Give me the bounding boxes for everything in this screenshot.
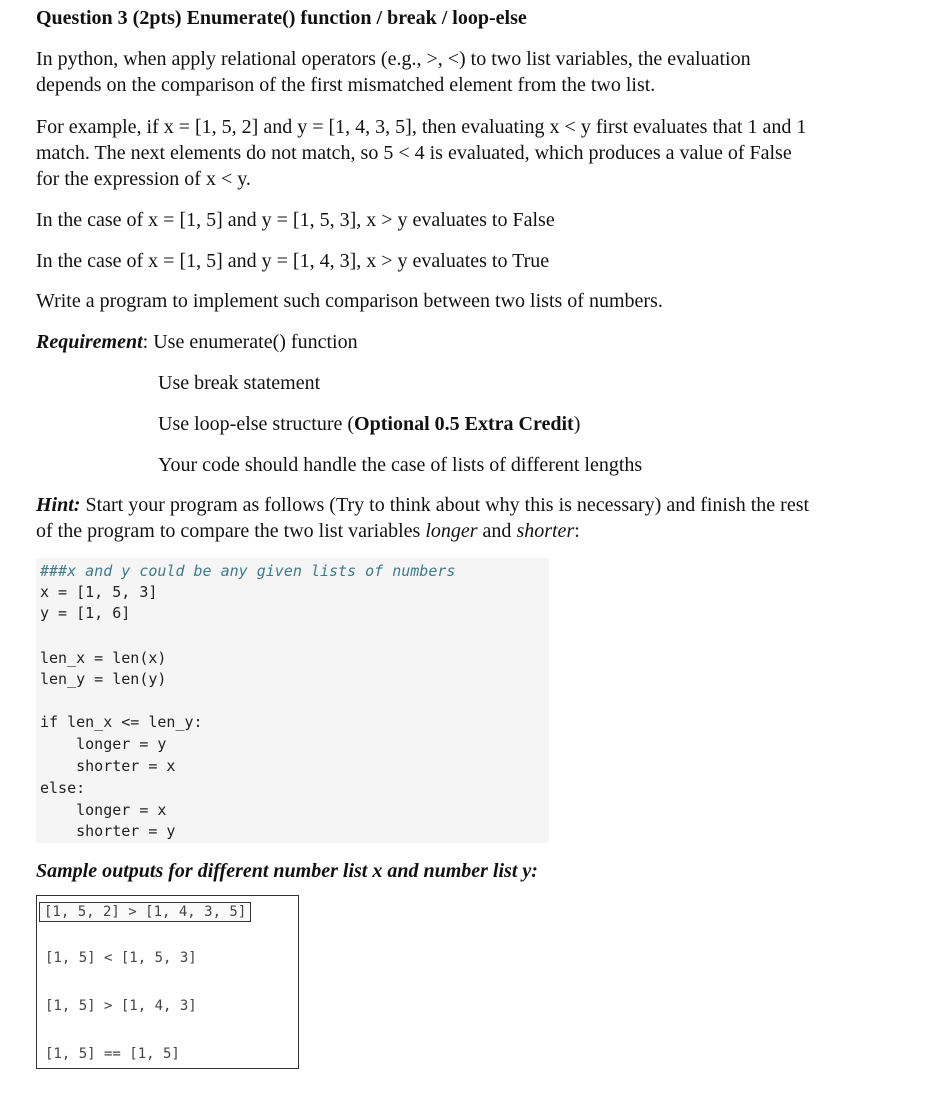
example-line-2: match. The next elements do not match, so 5 < 4 is evaluated, which produces a value of False — [36, 142, 792, 164]
hint-line-2 — [36, 518, 580, 544]
hint-line-1 — [36, 492, 809, 518]
code-comment: ###x and y could be any given lists of numbers — [40, 562, 456, 580]
hint-longer: longer — [425, 520, 478, 542]
intro-line-1: In python, when apply relational operators (e.g., >, <) to two list variables, the evaluation — [36, 48, 751, 70]
requirement-line — [36, 329, 358, 355]
code-line: else: — [40, 779, 86, 797]
hint-shorter: shorter — [516, 520, 575, 542]
sample-output-box — [36, 895, 299, 1069]
output-line: [1, 5, 2] > [1, 4, 3, 5] — [39, 902, 251, 922]
extra-credit-label: Optional 0.5 Extra Credit — [354, 413, 574, 435]
extra-credit-close: ) — [573, 413, 581, 435]
requirement-label: Requirement — [36, 331, 143, 353]
code-line: len_y = len(y) — [40, 670, 167, 688]
requirement-loop-else-text: Use loop-else structure ( — [158, 413, 355, 435]
requirement-item-loop-else — [158, 411, 580, 437]
case-1-text: In the case of x = [1, 5] and y = [1, 5, 3], x > y evaluates to False — [36, 209, 555, 231]
hint-line-2-text: of the program to compare the two list variables — [36, 520, 426, 542]
hint-line-1-text: Start your program as follows (Try to think about why this is necessary) and finish the rest — [80, 494, 810, 516]
requirement-first-item: : Use enumerate() function — [142, 331, 358, 353]
output-line: [1, 5] > [1, 4, 3] — [45, 998, 197, 1014]
sample-outputs-title: Sample outputs for different number list x and number list y: — [36, 860, 538, 882]
code-line: y = [1, 6] — [40, 604, 131, 622]
example-line-1: For example, if x = [1, 5, 2] and y = [1, 4, 3, 5], then evaluating x < y first evaluates that 1 and 1 — [36, 116, 807, 138]
task-text: Write a program to implement such comparison between two lists of numbers. — [36, 290, 663, 312]
example-line-3: for the expression of x < y. — [36, 168, 251, 190]
code-line: len_x = len(x) — [40, 649, 167, 667]
output-line: [1, 5] == [1, 5] — [45, 1046, 180, 1062]
intro-line-2: depends on the comparison of the first mismatched element from the two list. — [36, 74, 656, 96]
requirement-item-break: Use break statement — [158, 372, 321, 394]
code-line: x = [1, 5, 3] — [40, 583, 158, 601]
code-line: longer = y — [40, 735, 167, 753]
requirement-item-lengths: Your code should handle the case of lists of different lengths — [158, 454, 643, 476]
code-line: shorter = x — [40, 757, 176, 775]
hint-colon: : — [574, 520, 580, 542]
case-2-text: In the case of x = [1, 5] and y = [1, 4, 3], x > y evaluates to True — [36, 250, 550, 272]
starter-code-block — [36, 558, 549, 843]
code-line: shorter = y — [40, 822, 176, 840]
hint-and: and — [477, 520, 517, 542]
code-line: longer = x — [40, 801, 167, 819]
output-line: [1, 5] < [1, 5, 3] — [45, 950, 197, 966]
hint-label: Hint: — [36, 494, 81, 516]
code-line: if len_x <= len_y: — [40, 713, 203, 731]
question-heading: Question 3 (2pts) Enumerate() function / break / loop-else — [36, 7, 527, 29]
